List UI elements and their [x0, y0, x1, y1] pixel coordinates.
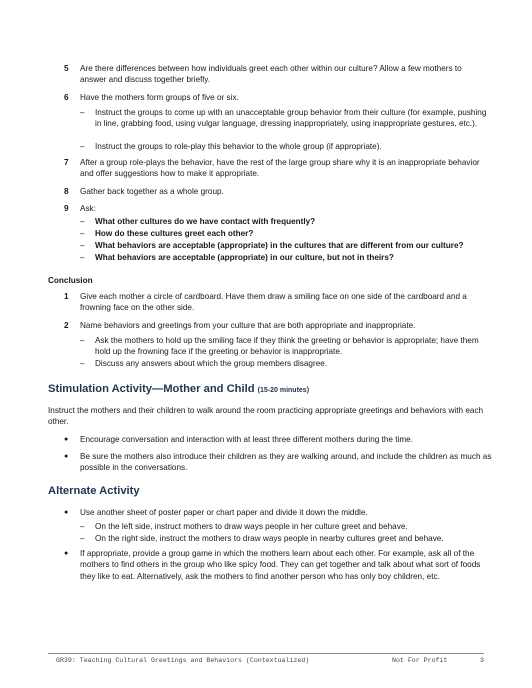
page-number: 3 — [480, 657, 484, 664]
item-number: 1 — [64, 292, 69, 301]
sub-item-text: Instruct the groups to role-play this behavior to the whole group (if appropriate). — [95, 142, 382, 151]
dash-marker: – — [80, 241, 85, 250]
stimulation-duration: (15-20 minutes) — [257, 387, 310, 394]
sub-item-text: Instruct the groups to come up with an unacceptable group behavior from their culture (for example, pushing in line, grabbing food, using vulgar language, dressing inappropriately, using inappropriate gestures, etc.). — [95, 108, 487, 129]
alternate-heading: Alternate Activity — [48, 485, 140, 497]
item-number: 7 — [64, 158, 69, 167]
sub-item-text: Discuss any answers about which the group members disagree. — [95, 359, 328, 368]
item-number: 8 — [64, 187, 69, 196]
item-text: Ask: — [80, 204, 96, 213]
sub-item-text: On the left side, instruct mothers to draw ways people in her culture greet and behave. — [95, 522, 408, 531]
stimulation-intro: Instruct the mothers and their children to walk around the room practicing appropriate greetings and behaviors with each other. — [48, 406, 484, 427]
bullet-marker: ● — [64, 550, 69, 557]
question-text: How do these cultures greet each other? — [95, 229, 254, 238]
dash-marker: – — [80, 359, 85, 368]
item-text: Have the mothers form groups of five or six. — [80, 93, 239, 102]
bullet-text: If appropriate, provide a group game in which the mothers learn about each other. For example, ask all of the mothers to find others in the group who like spicy food. They can get together and talk about what sort of foods they like to eat. Alternatively, ask the mothers to find another person who has only boy children, etc. — [80, 549, 481, 581]
dash-marker: – — [80, 108, 85, 117]
dash-marker: – — [80, 534, 85, 543]
question-text: What other cultures do we have contact with frequently? — [95, 217, 316, 226]
conclusion-heading: Conclusion — [48, 276, 93, 285]
item-number: 2 — [64, 321, 69, 330]
bullet-marker: ● — [64, 453, 69, 460]
item-text: Gather back together as a whole group. — [80, 187, 224, 196]
bullet-text: Encourage conversation and interaction with at least three different mothers during the time. — [80, 435, 413, 444]
item-text: Give each mother a circle of cardboard. Have them draw a smiling face on one side of the cardboard and a frowning face on the other side. — [80, 292, 467, 313]
stimulation-title: Stimulation Activity—Mother and Child — [48, 383, 255, 395]
footer-title: GR39: Teaching Cultural Greetings and Behaviors (Contextualized) — [56, 657, 310, 664]
item-number: 5 — [64, 64, 69, 73]
footer-notice: Not For Profit — [392, 657, 448, 664]
item-number: 6 — [64, 93, 69, 102]
item-text: Name behaviors and greetings from your culture that are both appropriate and inappropriate. — [80, 321, 416, 330]
bullet-text: Be sure the mothers also introduce their children as they are walking around, and include the children as much as possible in the conversations. — [80, 452, 492, 473]
item-text: Are there differences between how individuals greet each other within our culture? Allow a few mothers to answer and discuss together briefly. — [80, 64, 462, 85]
dash-marker: – — [80, 522, 85, 531]
sub-item-text: On the right side, instruct the mothers to draw ways people in nearby cultures greet and behave. — [95, 534, 444, 543]
bullet-text: Use another sheet of poster paper or chart paper and divide it down the middle. — [80, 508, 368, 517]
question-text: What behaviors are acceptable (appropriate) in the cultures that are different from our culture? — [95, 241, 464, 250]
dash-marker: – — [80, 142, 85, 151]
item-number: 9 — [64, 204, 69, 213]
bullet-marker: ● — [64, 509, 69, 516]
footer-divider — [48, 653, 484, 654]
dash-marker: – — [80, 253, 85, 262]
stimulation-heading — [48, 382, 309, 398]
dash-marker: – — [80, 336, 85, 345]
dash-marker: – — [80, 217, 85, 226]
sub-item-text: Ask the mothers to hold up the smiling face if they think the greeting or behavior is appropriate; have them hold up the frowning face if the greeting or behavior is inappropriate. — [95, 336, 479, 357]
bullet-marker: ● — [64, 436, 69, 443]
dash-marker: – — [80, 229, 85, 238]
item-text: After a group role-plays the behavior, have the rest of the large group share why it is an inappropriate behavior and offer suggestions how to make it appropriate. — [80, 158, 480, 179]
question-text: What behaviors are acceptable (appropriate) in our culture, but not in theirs? — [95, 253, 394, 262]
